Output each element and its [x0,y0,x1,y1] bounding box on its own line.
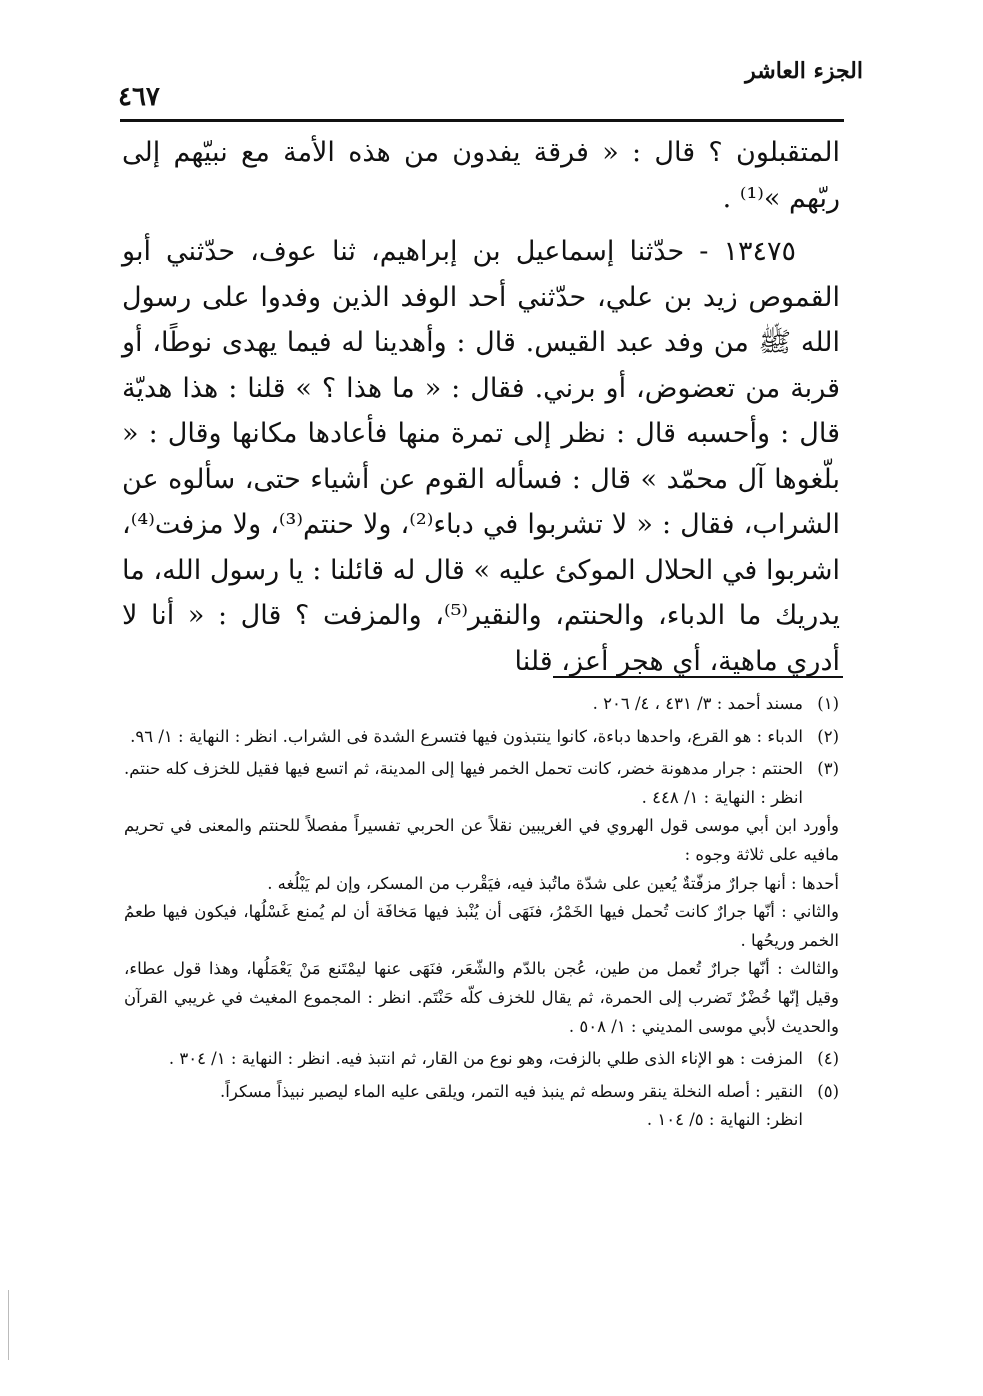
page-number: ٤٦٧ [118,82,160,112]
paragraph: ١٣٤٧٥ - حدّثنا إسماعيل بن إبراهيم، ثنا عوف، حدّثني أبو القموص زيد بن علي، حدّثني أحد الوفد الذين وفدوا على رسول الله ﷺ من وفد عبد القيس. قال : وأهدينا له فيما يهدى نوطًا، أو قربة من تعضوض، أو برني. فقال : « ما هذا ؟ » قلنا : هذا هديّة قال : وأحسبه قال : نظر إلى تمرة منها فأعادها مكانها وقال : « بلّغوها آل محمّد » قال : فسأله القوم عن أشياء حتى، سألوه عن الشراب، فقال : « لا تشربوا في دباء⁽²⁾، ولا حنتم⁽³⁾، ولا مزفت⁽⁴⁾، اشربوا في الحلال الموكئ عليه » قال له قائلنا : يا رسول الله، ما يدريك ما الدباء، والحنتم، والنقير⁽⁵⁾، والمزفت ؟ قال : « أنا لا أدري ماهية، أي هجر أعز، قلنا [122,236,841,677]
footnote [124,690,839,719]
footnote-line: الدباء : هو القرع، واحدها دباءة، كانوا ينتبذون فيها فتسرع الشدة فى الشراب. انظر : النهاية : ١/ ٩٦. [130,726,803,746]
footnote-line: والثاني : أنّها جرارٌ كانت تُحمل فيها الخَمْرُ، فنَهَى أن يُنْبذ فيها مَخافَة أن لم يُمنع غَسْلُها، فيكون فيها طعمُ الخمر وريحُها . [124,902,839,950]
footnote-line: انظر: النهاية : ٥/ ١٠٤ . [646,1110,803,1130]
footnote-number: (٤) [817,1049,839,1069]
footnote-number: (٣) [817,759,839,779]
footnote [124,723,839,752]
footnote [124,1045,839,1074]
footnote-line: الحنتم : جرار مدهونة خضر، كانت تحمل الخمر فيها إلى المدينة، ثم اتسع فيها فقيل للخزف كله حنتم. انظر : النهاية : ١/ ٤٤٨ . [124,759,803,807]
footnote-line: والثالث : أنّها جرارٌ تُعمل من طين، عُجن بالدّم والشّعَر، فنَهَى عنها ليمْتَنع مَنْ يَعْمَلُها، وهذا قول عطاء، وقيل إنّها خُضْرٌ تَضرب إلى الحمرة، ثم يقال للخزف كلّه حَنْتَم. انظر : المجموع المغيث في غريبي القرآن والحديث لأبي موسى المديني : ١/ ٥٠٨ . [124,959,839,1036]
scan-edge-line [8,1290,9,1360]
footnote-line: مسند أحمد : ٣/ ٤٣١ ، ٤/ ٢٠٦ . [592,694,803,713]
footnote-line: وأورد ابن أبي موسى قول الهروي في الغريبين نقلاً عن الحربي تفسيراً مفصلاً للحنتم والمعنى في تحريم مافيه على ثلاثة وجوه : [124,816,839,864]
footnote [124,755,839,1041]
footnote-number: (٥) [817,1081,839,1101]
running-title: الجزء العاشر [745,58,863,84]
footnote-line: النقير : أصله النخلة ينقر وسطه ثم ينبذ فيه التمر، ويلقى عليه الماء ليصير نبيذاً مسكراً. [220,1081,803,1101]
footnote-separator [553,676,843,678]
footnote-line: المزفت : هو الإناء الذى طلي بالزفت، وهو نوع من القار، ثم انتبذ فيه. انظر : النهاية : ١/ ٣٠٤ . [168,1049,803,1069]
paragraph: المتقبلون ؟ قال : « فرقة يفدون من هذه الأمة مع نبيّهم إلى ربّهم »⁽¹⁾ . [122,137,840,214]
footnote-line: أحدها : أنها جرارٌ مزفّتةٌ يُعين على شدّة ماتُبذ فيه، فيَقْرب من المسكر، وإن لم يَبْلُغه . [267,873,839,893]
main-text [122,130,840,684]
footnote-number: (١) [817,694,839,713]
header-rule [120,119,844,122]
footnotes [124,690,839,1139]
footnote-number: (٢) [817,726,839,746]
footnote [124,1078,839,1135]
